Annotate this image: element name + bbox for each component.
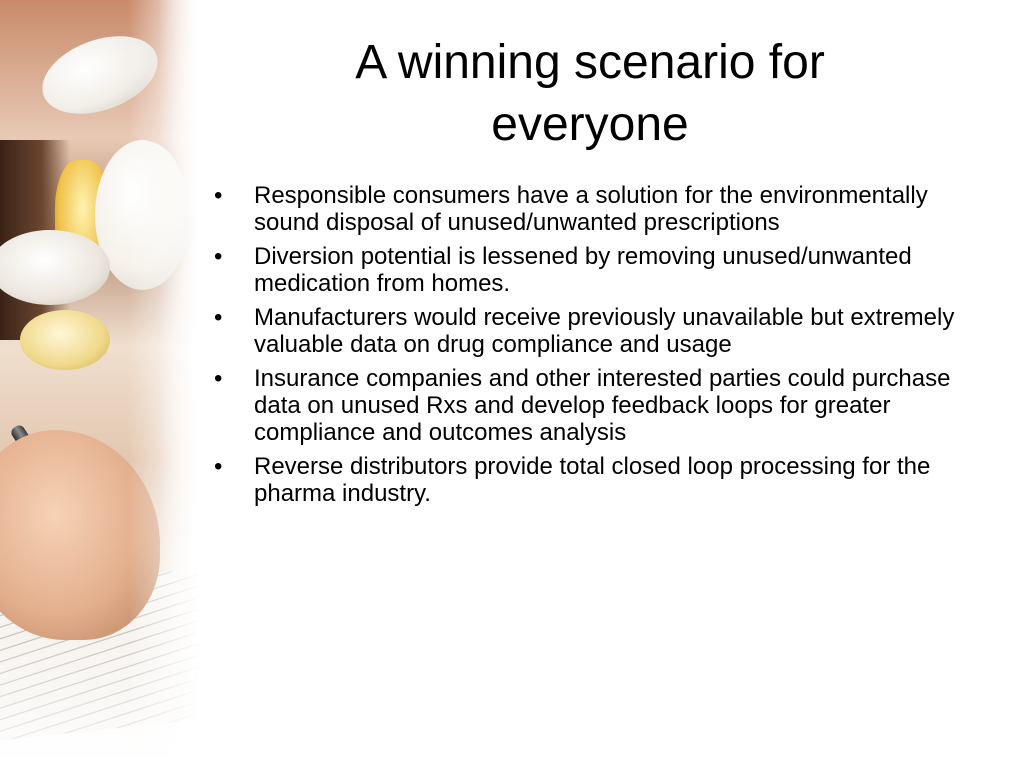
bullet-item [214, 453, 974, 507]
bullet-item [214, 243, 974, 297]
bullet-item [214, 365, 974, 446]
pill-image [0, 230, 110, 305]
bullet-text: Insurance companies and other interested parties could purchase data on unused Rxs and develop feedback loops for greater compliance and outcomes analysis [254, 365, 951, 446]
bullet-text: Reverse distributors provide total closed loop processing for the pharma industry. [254, 453, 931, 507]
bullet-icon: • [214, 304, 223, 331]
bullet-list [214, 182, 974, 514]
bullet-item [214, 182, 974, 236]
photo-fade-right [128, 0, 198, 768]
bullet-icon: • [214, 365, 223, 392]
bullet-item [214, 304, 974, 358]
pill-image [20, 310, 110, 370]
bullet-icon: • [214, 243, 223, 270]
bullet-text: Responsible consumers have a solution for the environmentally sound disposal of unused/unwanted prescriptions [254, 182, 928, 236]
pills-and-writing-hand-photo [0, 0, 198, 768]
bullet-text: Diversion potential is lessened by removing unused/unwanted medication from homes. [254, 243, 912, 297]
bullet-icon: • [214, 182, 223, 209]
bullet-icon: • [214, 453, 223, 480]
bullet-text: Manufacturers would receive previously unavailable but extremely valuable data on drug compliance and usage [254, 304, 955, 358]
slide-title: A winning scenario for everyone [355, 36, 825, 151]
